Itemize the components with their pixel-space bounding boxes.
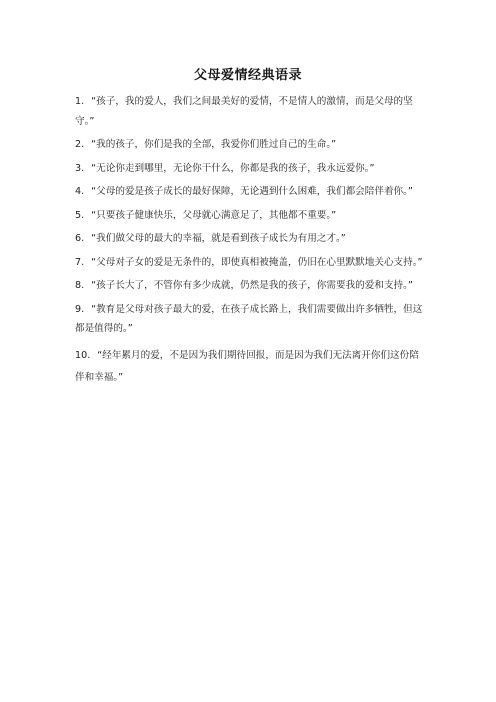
list-item (75, 345, 427, 389)
list-item (75, 92, 427, 131)
document-title: 父母爱情经典语录 (193, 68, 302, 83)
item-number: 5. (75, 209, 85, 221)
list-item (75, 229, 427, 249)
item-text: “孩子，我的爱人，我们之间最美好的爱情，不是情人的激情，而是父母的坚守。” (75, 96, 413, 127)
item-text: “无论你走到哪里，无论你干什么，你都是我的孩子，我永远爱你。” (91, 162, 375, 174)
list-item (75, 300, 427, 339)
item-text: “我的孩子，你们是我的全部，我爱你们胜过自己的生命。” (91, 139, 337, 150)
item-text: “父母的爱是孩子成长的最好保障，无论遇到什么困难，我们都会陪伴着你。” (91, 186, 413, 197)
list-item (75, 253, 427, 273)
item-text: “父母对子女的爱是无条件的，即使真相被掩盖，仍旧在心里默默地关心支持。” (91, 256, 423, 268)
item-number: 4. (75, 186, 85, 197)
list-item (75, 182, 427, 202)
item-number: 2. (75, 139, 85, 150)
quote-list (75, 92, 427, 393)
item-number: 1. (75, 96, 85, 107)
item-text: “经年累月的爱，不是因为我们期待回报，而是因为我们无法离开你们这份陪伴和幸福。” (75, 349, 419, 383)
item-number: 7. (75, 256, 85, 268)
item-number: 10. (75, 349, 91, 361)
item-text: “孩子长大了，不管你有多少成就，仍然是我的孩子，你需要我的爱和支持。” (91, 280, 413, 291)
item-number: 3. (75, 162, 85, 174)
item-text: “只要孩子健康快乐，父母就心满意足了，其他都不重要。” (91, 209, 337, 221)
list-item (75, 276, 427, 296)
item-text: “教育是父母对孩子最大的爱，在孩子成长路上，我们需要做出许多牺牲，但这都是值得的。” (75, 303, 423, 334)
item-number: 6. (75, 233, 85, 244)
item-text: “我们做父母的最大的幸福，就是看到孩子成长为有用之才。” (91, 233, 346, 244)
list-item (75, 135, 427, 155)
list-item (75, 206, 427, 226)
item-number: 9. (75, 303, 85, 315)
item-number: 8. (75, 280, 85, 291)
list-item (75, 159, 427, 179)
